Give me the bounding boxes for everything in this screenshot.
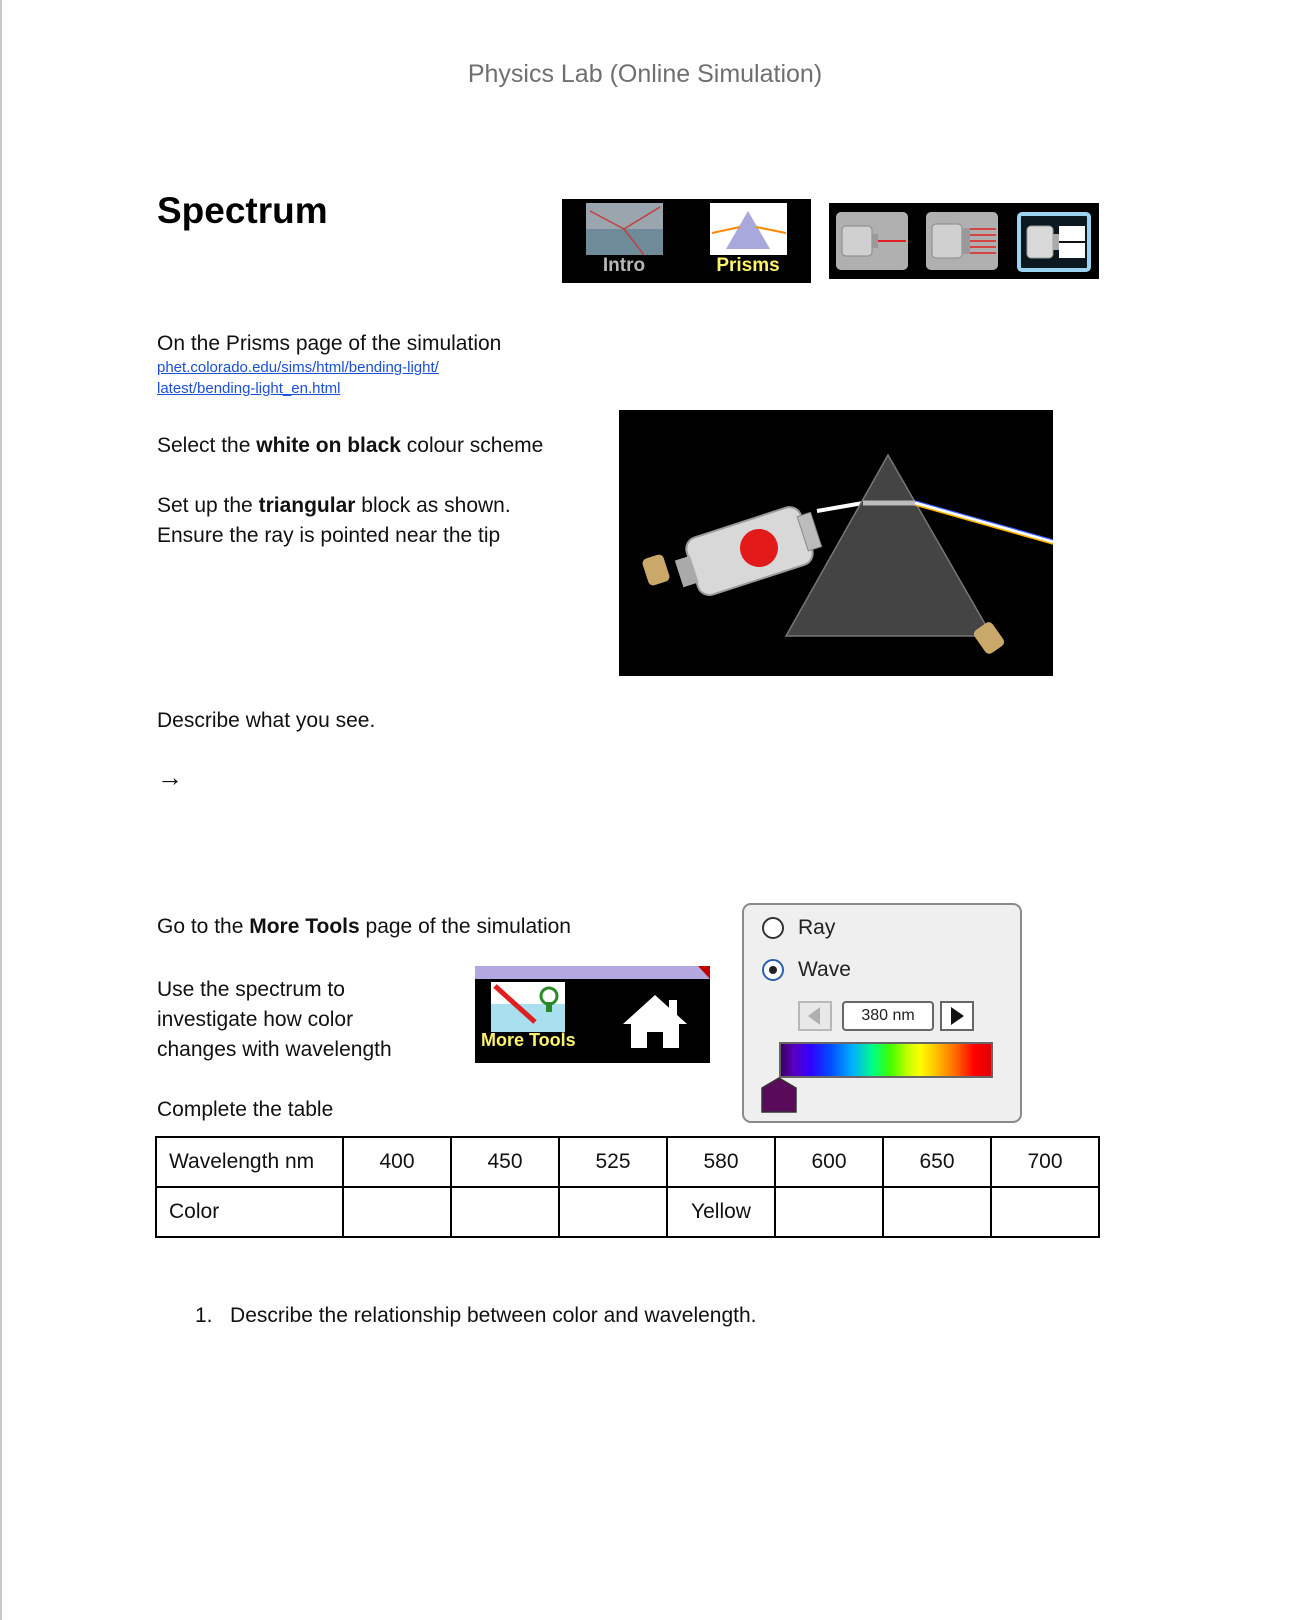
instruction-use-spectrum-2: investigate how color — [157, 1008, 354, 1031]
table-cell-input[interactable] — [451, 1187, 559, 1237]
table-cell: 600 — [775, 1137, 883, 1187]
page-edge — [0, 0, 2, 1620]
wavelength-spectrum-slider[interactable] — [779, 1042, 993, 1078]
nav-corner-icon — [698, 966, 710, 979]
table-row — [156, 1187, 1099, 1237]
instruction-use-spectrum-1: Use the spectrum to — [157, 978, 345, 1001]
wave-radio[interactable] — [762, 959, 784, 981]
tab-intro-label: Intro — [602, 255, 646, 276]
table-cell: Color — [156, 1187, 343, 1237]
multi-ray-view-button[interactable] — [926, 212, 998, 270]
instruction-more-tools: Go to the More Tools page of the simulation — [157, 915, 571, 938]
table-cell-input[interactable] — [883, 1187, 991, 1237]
home-icon[interactable] — [621, 992, 689, 1050]
instruction-use-spectrum-3: changes with wavelength — [157, 1038, 392, 1061]
tab-intro[interactable] — [562, 199, 686, 283]
wave-control-panel — [742, 903, 1022, 1123]
intro-thumbnail — [586, 203, 663, 255]
laser-view-selector — [829, 203, 1099, 279]
tab-prisms[interactable] — [686, 199, 810, 283]
question-text: Describe the relationship between color and wavelength. — [230, 1304, 757, 1327]
simulation-link-line1[interactable]: phet.colorado.edu/sims/html/bending-light/ — [157, 359, 439, 376]
more-tools-button[interactable] — [491, 982, 565, 1037]
wavelength-decrement-button[interactable] — [798, 1001, 832, 1031]
nav-band — [475, 966, 710, 979]
instruction-colour-scheme: Select the white on black colour scheme — [157, 434, 544, 457]
table-cell-input[interactable] — [559, 1187, 667, 1237]
table-row — [156, 1137, 1099, 1187]
instruction-prisms-page: On the Prisms page of the simulation — [157, 332, 502, 355]
wavelength-value[interactable]: 380 nm — [842, 1001, 934, 1031]
table-cell-input[interactable] — [343, 1187, 451, 1237]
wavelength-slider-thumb[interactable] — [761, 1077, 797, 1113]
wave-label: Wave — [798, 958, 851, 981]
wavelength-increment-button[interactable] — [940, 1001, 974, 1031]
right-arrow-icon — [942, 1003, 972, 1029]
table-cell: 580 — [667, 1137, 775, 1187]
simulation-link-line2[interactable]: latest/bending-light_en.html — [157, 380, 341, 397]
table-cell: 650 — [883, 1137, 991, 1187]
table-cell-input[interactable] — [775, 1187, 883, 1237]
more-tools-label: More Tools — [481, 1030, 576, 1050]
instruction-describe: Describe what you see. — [157, 709, 376, 732]
left-arrow-icon — [800, 1003, 830, 1029]
page-header-title: Physics Lab (Online Simulation) — [467, 60, 823, 88]
answer-arrow: → — [157, 762, 183, 792]
prism-simulation-image — [619, 410, 1053, 676]
table-cell: 700 — [991, 1137, 1099, 1187]
instruction-ensure: Ensure the ray is pointed near the tip — [157, 524, 501, 547]
table-cell-input[interactable]: Yellow — [667, 1187, 775, 1237]
screen-tabs — [562, 199, 811, 283]
section-title: Spectrum — [157, 190, 328, 231]
table-cell: Wavelength nm — [156, 1137, 343, 1187]
single-ray-view-button[interactable] — [836, 212, 908, 270]
wavelength-color-table — [155, 1136, 1100, 1238]
white-on-black-view-button[interactable] — [1017, 212, 1091, 272]
table-cell: 525 — [559, 1137, 667, 1187]
more-tools-icon — [491, 982, 565, 1032]
table-cell: 400 — [343, 1137, 451, 1187]
table-cell: 450 — [451, 1137, 559, 1187]
ray-radio[interactable] — [762, 917, 784, 939]
more-tools-nav — [475, 966, 710, 1063]
question-number: 1. — [195, 1304, 213, 1327]
question-1 — [195, 1304, 757, 1328]
ray-label: Ray — [798, 916, 836, 939]
tab-prisms-label: Prisms — [716, 255, 780, 276]
instruction-setup: Set up the triangular block as shown. — [157, 494, 511, 517]
instruction-complete-table: Complete the table — [157, 1098, 334, 1121]
table-cell-input[interactable] — [991, 1187, 1099, 1237]
prisms-thumbnail — [710, 203, 787, 255]
